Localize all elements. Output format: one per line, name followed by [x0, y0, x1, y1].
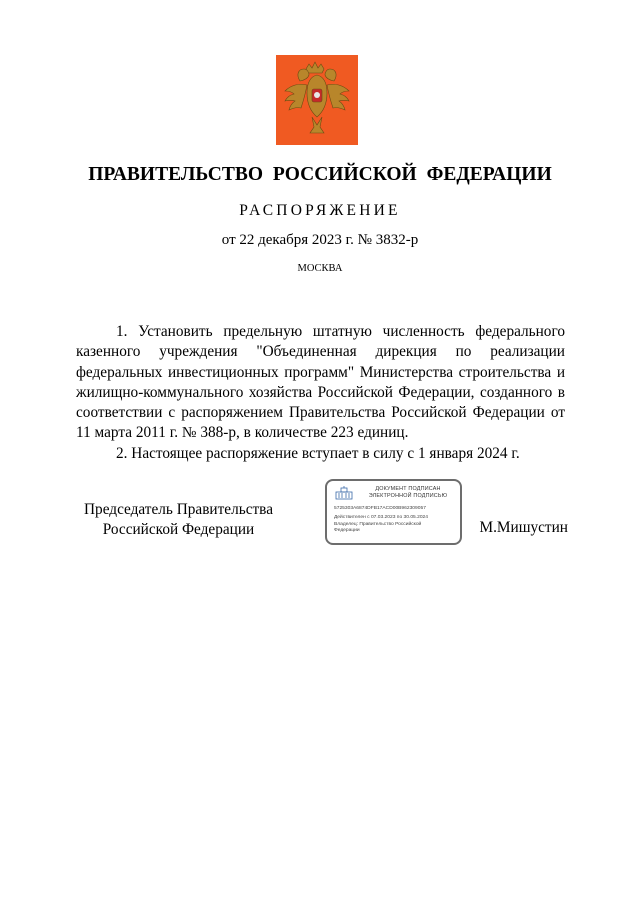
stamp-owner-line1: Владелец: Правительство Российской: [334, 522, 422, 527]
document-body: [76, 322, 565, 464]
stamp-owner-line2: Федерации: [334, 528, 360, 533]
paragraph-1: 1. Установить предельную штатную численность федерального казенного учреждения "Объединенная дирекция по реализации федеральных инвестиционных программ" Министерства строительства и жилищно-коммунального хозяйства Российской Федерации, созданного в соответствии с распоряжением Правительства Российской Федерации от 11 марта 2011 г. № 388-р, в количестве 223 единиц.: [76, 323, 565, 442]
signatory-position: [76, 500, 281, 540]
signatory-name: М.Мишустин: [479, 519, 568, 536]
document-type: РАСПОРЯЖЕНИЕ: [239, 202, 401, 219]
paragraph-2: 2. Настоящее распоряжение вступает в силу с 1 января 2024 г.: [116, 444, 520, 462]
electronic-signature-stamp: [325, 479, 462, 545]
double-headed-eagle-icon: [276, 55, 358, 145]
coat-of-arms-emblem: [276, 55, 358, 145]
document-date-number: от 22 декабря 2023 г. № 3832-р: [221, 232, 419, 248]
government-title: ПРАВИТЕЛЬСТВО РОССИЙСКОЙ ФЕДЕРАЦИИ: [88, 164, 552, 185]
stamp-title-line1: ДОКУМЕНТ ПОДПИСАН: [375, 486, 441, 492]
document-city: МОСКВА: [297, 263, 343, 274]
stamp-certificate: 5725303A6874DFB17ACD00B962309057: [334, 506, 426, 511]
signatory-position-line2: Российской Федерации: [102, 521, 255, 538]
signatory-position-line1: Председатель Правительства: [84, 501, 273, 518]
stamp-title-line2: ЭЛЕКТРОННОЙ ПОДПИСЬЮ: [368, 493, 448, 499]
stamp-validity: Действителен с 07.03.2023 по 30.05.2024: [334, 515, 428, 520]
stamp-title: [357, 486, 459, 500]
government-building-icon: [334, 486, 354, 500]
